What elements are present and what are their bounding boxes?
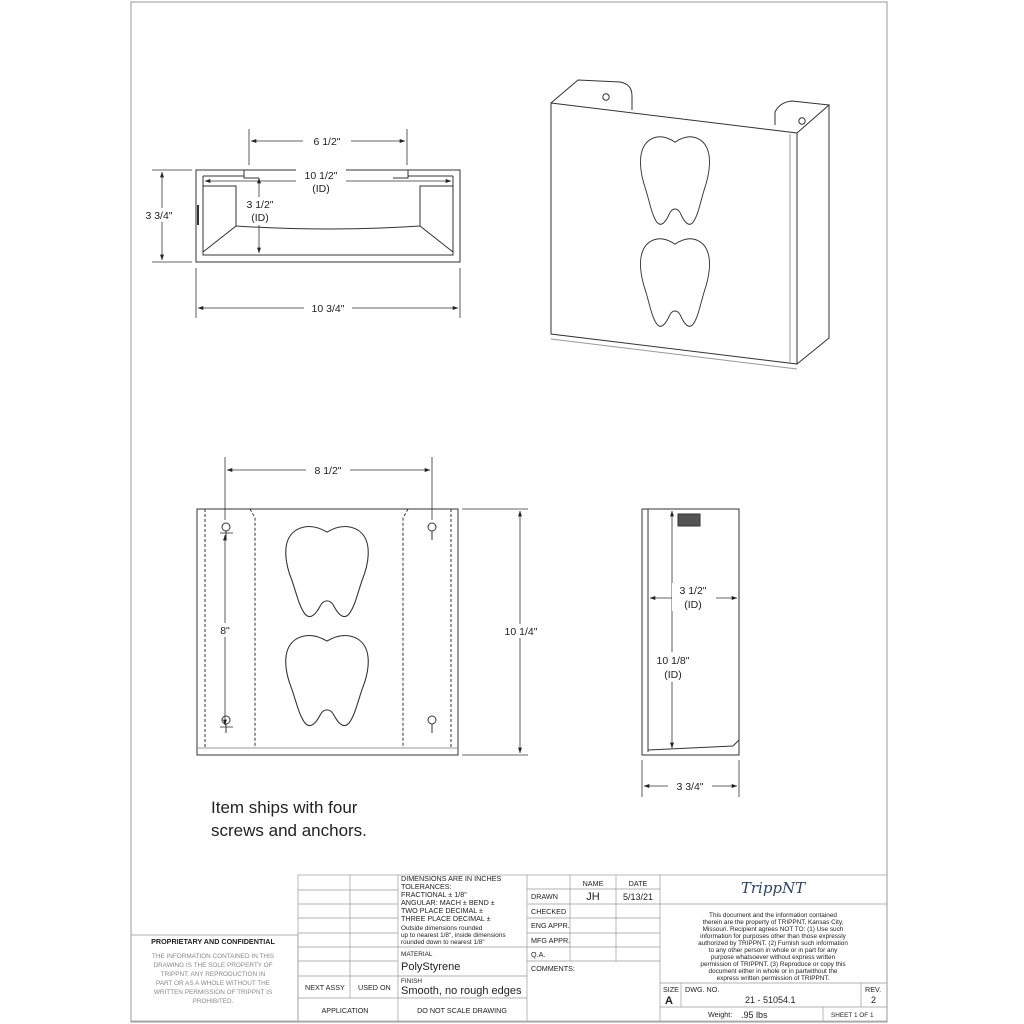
keyhole-bottom-right [428,716,436,733]
dim-front-height: 10 1/4" [504,626,538,638]
proprietary-line-2: DRAWING IS THE SOLE PROPERTY OF [153,962,273,969]
proprietary-line-4: PART OR AS A WHOLE WITHOUT THE [155,980,271,987]
side-view-tab [678,514,700,526]
weight-label: Weight: [708,1010,733,1019]
front-view [197,509,458,755]
dwg-no-value: 21 - 51054.1 [745,995,796,1005]
material-label: MATERIAL [401,951,433,958]
size-label: SIZE [663,985,679,994]
disclaimer-line-10: express written permission of TRIPPNT. [716,975,830,982]
weight-value: .95 lbs [741,1010,768,1020]
iso-side-face [797,105,829,364]
dim-hole-vertical: 8" [220,625,230,637]
front-view-outline [197,509,458,755]
qa-label: Q.A. [531,950,546,959]
dimensions-header: DIMENSIONS ARE IN INCHES [401,874,502,883]
front-tooth-cutout-upper [286,527,369,617]
drawn-date: 5/13/21 [622,892,654,902]
company-logo: TrippNT [740,879,806,897]
eng-appr-label: ENG APPR. [531,921,570,930]
name-header: NAME [582,879,604,888]
dim-outer-depth: 3 3/4" [145,210,173,222]
dim-top-width: 6 1/2" [313,136,341,148]
tolerance-two-place: TWO PLACE DECIMAL ± [401,906,483,915]
rev-label: REV. [865,985,882,994]
proprietary-block [131,935,298,1021]
keyhole-top-left [222,523,230,540]
iso-keyhole-left [603,94,609,100]
dim-side-inner-depth: 3 1/2" [679,585,707,597]
disclaimer-line-6: to any other person in whole or in part for any [708,947,838,954]
sheet-border [131,2,887,1022]
iso-tooth-cutout-lower [640,239,709,326]
dim-outer-width: 10 3/4" [311,303,345,315]
disclaimer-line-5: authorized by TRIPPNT. (2) Furnish such information [698,940,848,947]
disclaimer-line-9: document either in whole or in partwithout the [708,968,838,975]
proprietary-title: PROPRIETARY AND CONFIDENTIAL [151,937,275,946]
disclaimer-line-1: This document and the information contained [709,912,837,919]
tolerances-label: TOLERANCES: [401,882,452,891]
dim-side-inner-depth-id: (ID) [684,599,702,611]
dim-inner-width: 10 1/2" [304,170,338,182]
proprietary-line-5: WRITTEN PERMISSION OF TRIPPNT IS [153,989,273,996]
checked-label: CHECKED [531,907,567,916]
dim-inner-depth-id: (ID) [251,212,269,224]
dim-side-outer-depth: 3 3/4" [676,781,704,793]
disclaimer-line-3: Missouri. Recipient agrees NOT TO: (1) Use such [702,926,844,933]
next-assy-label: NEXT ASSY [305,983,345,992]
do-not-scale-note: DO NOT SCALE DRAWING [417,1006,507,1015]
disclaimer-line-2: therein are the property of TRIPPNT, Kansas City, [702,919,844,926]
shipping-note-line-1: Item ships with four [211,798,358,817]
tolerance-angular: ANGULAR: MACH ± BEND ± [401,898,495,907]
proprietary-line-3: TRIPPNT. ANY REPRODUCTION IN [160,971,266,978]
rounding-note-2: up to nearest 1/8", inside dimensions [401,932,506,939]
shipping-note-line-2: screws and anchors. [211,821,367,840]
iso-keyhole-right [799,118,805,124]
tolerance-three-place: THREE PLACE DECIMAL ± [401,914,491,923]
iso-back-right-tab [775,101,829,125]
comments-label: COMMENTS: [531,964,575,973]
dim-inner-depth: 3 1/2" [246,199,274,211]
rounding-note-1: Outside dimensions rounded [401,925,483,932]
dwg-no-label: DWG. NO. [685,985,720,994]
top-view-back-wall [236,226,420,229]
date-header: DATE [628,879,648,888]
front-tooth-cutout-lower [286,636,369,726]
disclaimer-line-4: information for purposes other than those expressly [700,933,846,940]
iso-back-left-tab [551,80,632,110]
side-view-outline [642,509,739,755]
size-value: A [665,995,673,1007]
side-view [642,509,739,755]
finish-value: Smooth, no rough edges [401,985,522,997]
proprietary-line-6: PROHIBITED. [192,998,234,1005]
rev-value: 2 [871,995,877,1005]
application-label: APPLICATION [321,1006,369,1015]
finish-label: FINISH [401,978,422,985]
tolerance-fractional: FRACTIONAL ± 1/8" [401,890,467,899]
dim-side-inner-height-id: (ID) [664,669,682,681]
top-view-flange-right [420,186,453,252]
drawn-name: JH [586,891,600,903]
keyhole-top-right [428,523,436,540]
keyhole-bottom-left [222,716,230,733]
material-value: PolyStyrene [401,961,461,973]
disclaimer-line-7: purpose whatsoever without express written [710,954,836,961]
top-view-flange-left [203,186,236,252]
disclaimer-line-8: permission of TRIPPNT. (3) Reproduce or copy this [700,961,846,968]
front-view-dimensions [220,457,528,755]
iso-tooth-cutout-upper [640,137,709,224]
dim-inner-width-id: (ID) [312,183,330,195]
mfg-appr-label: MFG APPR. [531,936,571,945]
isometric-view [551,80,829,369]
used-on-label: USED ON [358,983,391,992]
rounding-note-3: rounded down to nearest 1/8" [401,939,485,946]
dim-hole-spacing: 8 1/2" [314,465,342,477]
front-view-flange-right [403,509,451,748]
dim-side-inner-height: 10 1/8" [656,655,690,667]
proprietary-line-1: THE INFORMATION CONTAINED IN THIS [151,953,275,960]
sheet-count: SHEET 1 OF 1 [831,1012,874,1019]
drawn-label: DRAWN [531,892,558,901]
side-view-front-lip [648,740,739,750]
iso-bottom-line [551,339,797,369]
